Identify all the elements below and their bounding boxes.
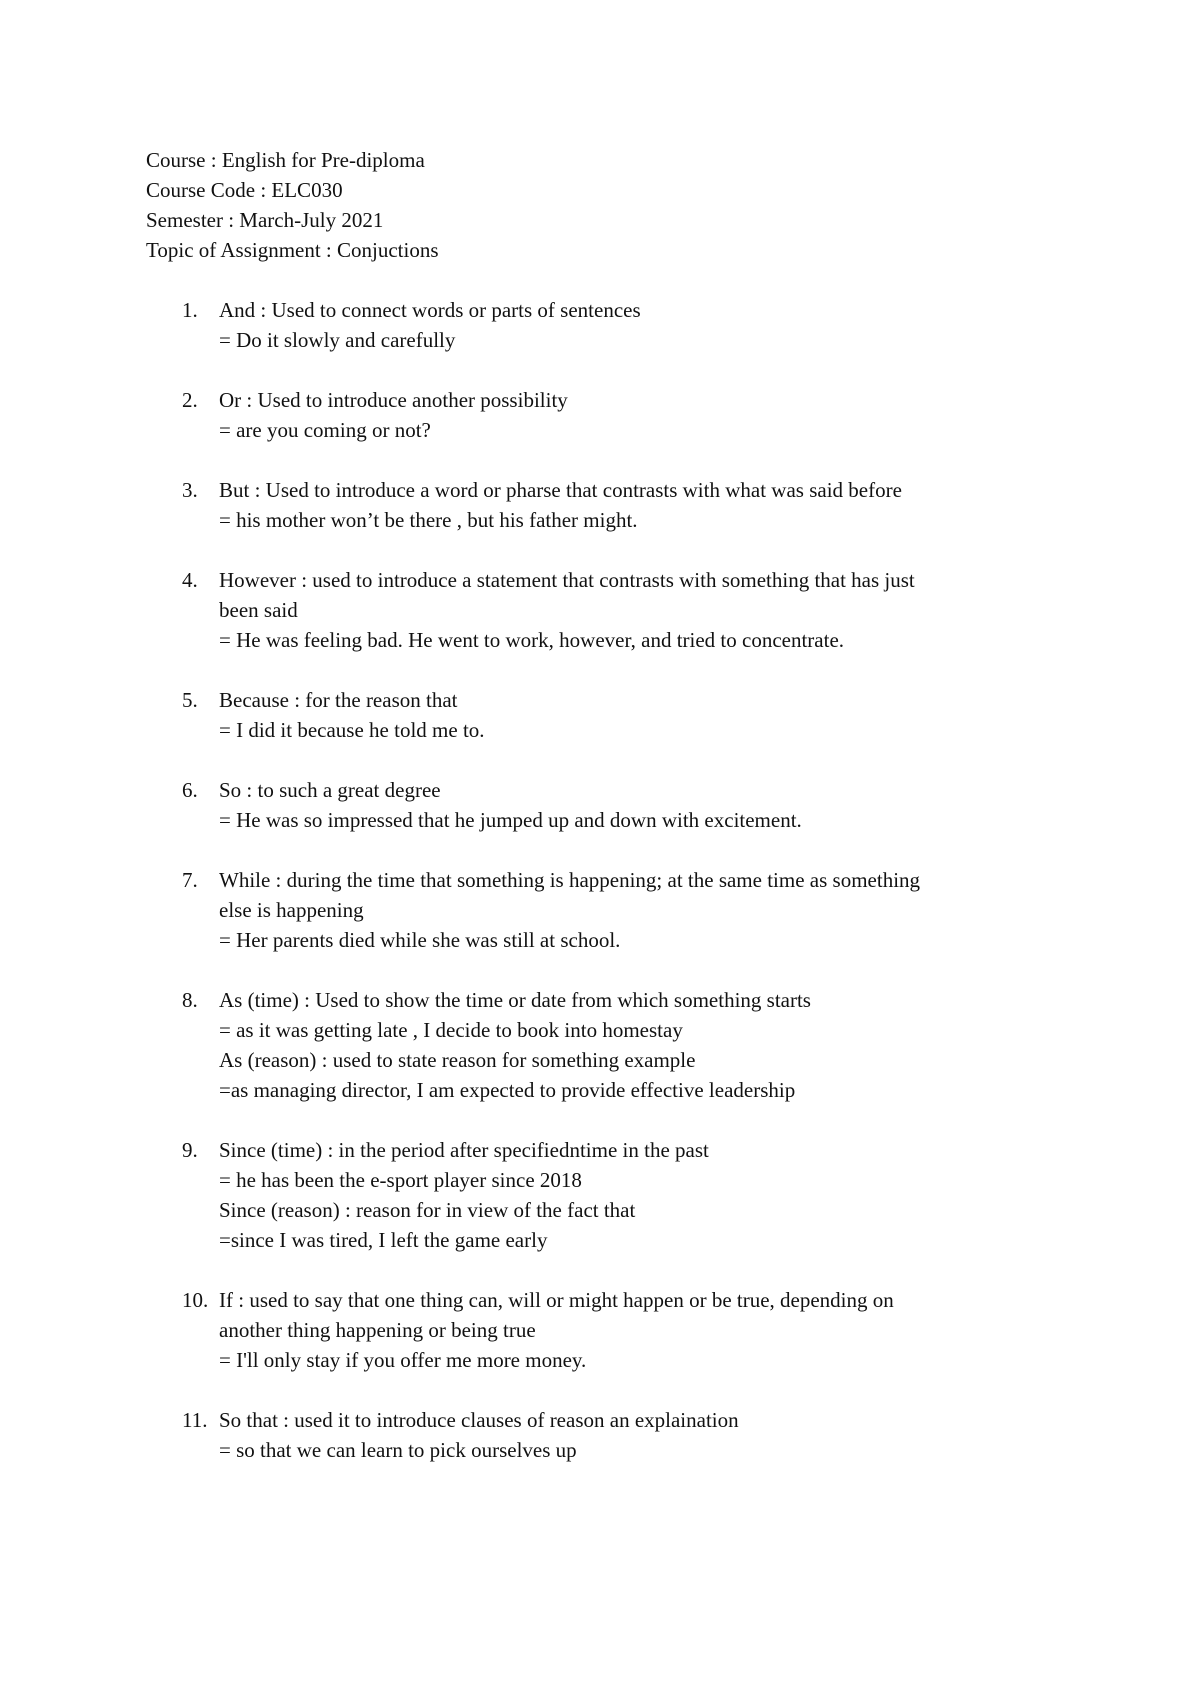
item-example: =as managing director, I am expected to provide effective leadership	[219, 1078, 796, 1102]
item-number: 5.	[182, 688, 198, 712]
item-definition: If : used to say that one thing can, will or might happen or be true, depending on	[219, 1288, 894, 1312]
list-item	[146, 985, 1046, 1105]
item-definition: As (time) : Used to show the time or date from which something starts	[219, 988, 811, 1012]
semester-line: Semester : March-July 2021	[146, 208, 384, 232]
list-item	[146, 565, 1046, 655]
item-example: = Do it slowly and carefully	[219, 328, 456, 352]
item-example: = he has been the e-sport player since 2018	[219, 1168, 582, 1192]
item-number: 11.	[182, 1408, 208, 1432]
item-number: 6.	[182, 778, 198, 802]
item-number: 1.	[182, 298, 198, 322]
course-code-line: Course Code : ELC030	[146, 178, 343, 202]
item-definition: Or : Used to introduce another possibility	[219, 388, 568, 412]
item-definition: While : during the time that something is happening; at the same time as something	[219, 868, 921, 892]
item-number: 7.	[182, 868, 198, 892]
conjunction-list	[146, 295, 1046, 1465]
item-example: = Her parents died while she was still at school.	[219, 928, 621, 952]
item-number: 3.	[182, 478, 198, 502]
item-number: 10.	[182, 1288, 209, 1312]
item-definition-continuation: been said	[219, 598, 298, 622]
item-definition: So that : used it to introduce clauses of reason an explaination	[219, 1408, 739, 1432]
item-definition-continuation: else is happening	[219, 898, 364, 922]
item-definition: Because : for the reason that	[219, 688, 458, 712]
item-number: 8.	[182, 988, 198, 1012]
course-line: Course : English for Pre-diploma	[146, 148, 425, 172]
item-example: =since I was tired, I left the game early	[219, 1228, 548, 1252]
item-definition-continuation: another thing happening or being true	[219, 1318, 536, 1342]
document-header	[146, 145, 1046, 265]
item-number: 9.	[182, 1138, 198, 1162]
item-definition: So : to such a great degree	[219, 778, 441, 802]
item-number: 4.	[182, 568, 198, 592]
item-definition: And : Used to connect words or parts of sentences	[219, 298, 641, 322]
item-example: = are you coming or not?	[219, 418, 431, 442]
item-example: = as it was getting late , I decide to book into homestay	[219, 1018, 683, 1042]
list-item	[146, 295, 1046, 355]
list-item	[146, 1135, 1046, 1255]
item-definition: As (reason) : used to state reason for something example	[219, 1048, 696, 1072]
list-item	[146, 685, 1046, 745]
list-item	[146, 475, 1046, 535]
list-item	[146, 1285, 1046, 1375]
item-definition: Since (time) : in the period after specifiedntime in the past	[219, 1138, 709, 1162]
list-item	[146, 385, 1046, 445]
document-page	[146, 145, 1046, 1465]
item-number: 2.	[182, 388, 198, 412]
item-example: = He was feeling bad. He went to work, however, and tried to concentrate.	[219, 628, 845, 652]
item-definition: Since (reason) : reason for in view of the fact that	[219, 1198, 636, 1222]
item-example: = so that we can learn to pick ourselves up	[219, 1438, 577, 1462]
list-item	[146, 865, 1046, 955]
list-item	[146, 775, 1046, 835]
item-example: = He was so impressed that he jumped up and down with excitement.	[219, 808, 802, 832]
item-definition: However : used to introduce a statement that contrasts with something that has just	[219, 568, 915, 592]
item-example: = I'll only stay if you offer me more money.	[219, 1348, 587, 1372]
list-item	[146, 1405, 1046, 1465]
item-example: = I did it because he told me to.	[219, 718, 485, 742]
item-definition: But : Used to introduce a word or pharse that contrasts with what was said before	[219, 478, 902, 502]
item-example: = his mother won’t be there , but his father might.	[219, 508, 638, 532]
topic-line: Topic of Assignment : Conjuctions	[146, 238, 439, 262]
